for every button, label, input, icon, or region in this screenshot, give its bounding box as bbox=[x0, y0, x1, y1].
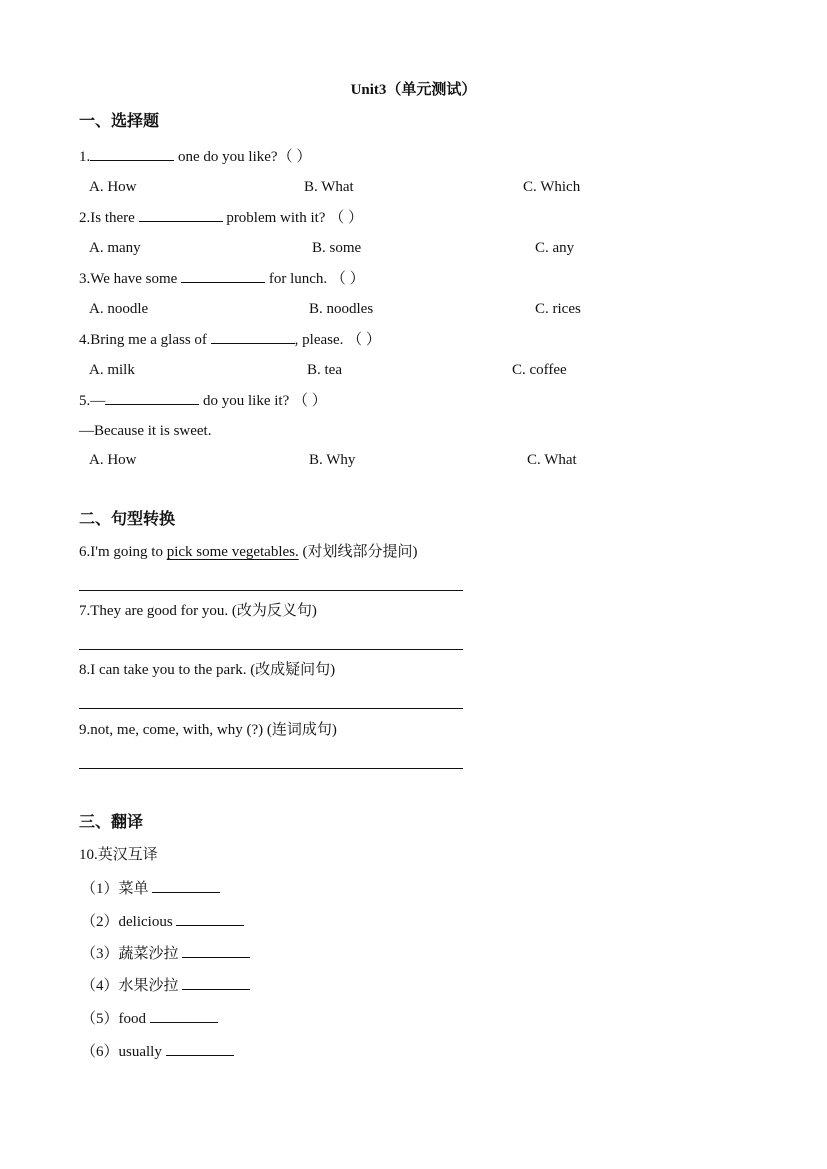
option-a[interactable]: A. milk bbox=[89, 362, 135, 378]
question-number: 2.Is there bbox=[79, 210, 135, 226]
option-b[interactable]: B. some bbox=[312, 240, 362, 256]
question-6 bbox=[79, 542, 418, 562]
option-b[interactable]: B. What bbox=[304, 179, 354, 195]
answer-parenthesis[interactable]: （ ） bbox=[347, 332, 381, 348]
question-text: , please. bbox=[294, 332, 344, 348]
question-8: 8.I can take you to the park. (改成疑问句) bbox=[79, 662, 336, 678]
option-a[interactable]: A. noodle bbox=[89, 301, 149, 317]
section-heading-choice: 一、选择题 bbox=[79, 113, 160, 130]
answer-blank[interactable] bbox=[176, 911, 244, 926]
translation-item bbox=[81, 878, 220, 899]
option-a[interactable]: A. How bbox=[89, 179, 137, 195]
item-label: （6）usually bbox=[81, 1044, 162, 1060]
answer-blank[interactable] bbox=[90, 146, 174, 161]
option-c[interactable]: C. coffee bbox=[512, 362, 567, 378]
answer-blank[interactable] bbox=[152, 878, 220, 893]
answer-parenthesis[interactable]: （ ） bbox=[330, 271, 365, 287]
question-5 bbox=[79, 390, 327, 411]
answer-parenthesis[interactable]: （ ） bbox=[329, 210, 363, 226]
answer-blank[interactable] bbox=[181, 268, 265, 283]
option-c[interactable]: C. any bbox=[535, 240, 575, 256]
question-text: do you like it? bbox=[203, 393, 290, 409]
question-number: 4.Bring me a glass of bbox=[79, 332, 207, 348]
question-2 bbox=[79, 207, 363, 228]
question-number: 5.— bbox=[79, 393, 106, 409]
answer-line[interactable] bbox=[79, 708, 463, 709]
answer-blank[interactable] bbox=[166, 1041, 234, 1056]
item-label: （4）水果沙拉 bbox=[81, 978, 179, 994]
answer-blank[interactable] bbox=[182, 975, 250, 990]
question-text: problem with it? bbox=[226, 210, 326, 226]
question-text: for lunch. bbox=[268, 271, 328, 287]
question-7: 7.They are good for you. (改为反义句) bbox=[79, 603, 317, 619]
option-a[interactable]: A. many bbox=[89, 240, 141, 256]
answer-parenthesis[interactable]: （ ） bbox=[277, 149, 312, 165]
translation-item bbox=[81, 911, 244, 932]
question-text: 6.I'm going to bbox=[79, 544, 167, 560]
question-1 bbox=[79, 146, 311, 167]
section-heading-translation: 三、翻译 bbox=[79, 814, 144, 831]
answer-blank[interactable] bbox=[105, 390, 199, 405]
option-c[interactable]: C. Which bbox=[523, 179, 581, 195]
translation-item bbox=[81, 1008, 218, 1029]
item-label: （2）delicious bbox=[81, 914, 173, 930]
translation-item bbox=[81, 943, 250, 964]
option-c[interactable]: C. What bbox=[527, 452, 577, 468]
question-3 bbox=[79, 268, 365, 289]
translation-item bbox=[81, 1041, 234, 1062]
section-heading-transform: 二、句型转换 bbox=[79, 511, 176, 528]
question-number: 1. bbox=[79, 149, 91, 165]
item-label: （3）蔬菜沙拉 bbox=[81, 946, 179, 962]
answer-blank[interactable] bbox=[211, 329, 295, 344]
answer-parenthesis[interactable]: （ ） bbox=[293, 393, 327, 409]
question-number: 3.We have some bbox=[79, 271, 178, 287]
question-instruction: (对划线部分提问) bbox=[298, 544, 418, 560]
answer-blank[interactable] bbox=[182, 943, 250, 958]
item-label: （5）food bbox=[81, 1011, 146, 1027]
option-b[interactable]: B. tea bbox=[307, 362, 342, 378]
question-9: 9.not, me, come, with, why (?) (连词成句) bbox=[79, 722, 337, 738]
option-c[interactable]: C. rices bbox=[535, 301, 581, 317]
answer-line[interactable] bbox=[79, 649, 463, 650]
answer-line[interactable] bbox=[79, 590, 463, 591]
question-10: 10.英汉互译 bbox=[79, 847, 158, 863]
question-5-reply: —Because it is sweet. bbox=[79, 423, 212, 439]
answer-line[interactable] bbox=[79, 768, 463, 769]
option-b[interactable]: B. Why bbox=[309, 452, 356, 468]
question-4 bbox=[79, 329, 381, 350]
translation-item bbox=[81, 975, 250, 996]
answer-blank[interactable] bbox=[139, 207, 223, 222]
item-label: （1）菜单 bbox=[81, 881, 149, 897]
question-text: one do you like? bbox=[178, 149, 278, 165]
answer-blank[interactable] bbox=[150, 1008, 218, 1023]
underlined-phrase: pick some vegetables. bbox=[166, 544, 299, 560]
option-b[interactable]: B. noodles bbox=[309, 301, 374, 317]
option-a[interactable]: A. How bbox=[89, 452, 137, 468]
page-title: Unit3（单元测试） bbox=[350, 82, 477, 98]
